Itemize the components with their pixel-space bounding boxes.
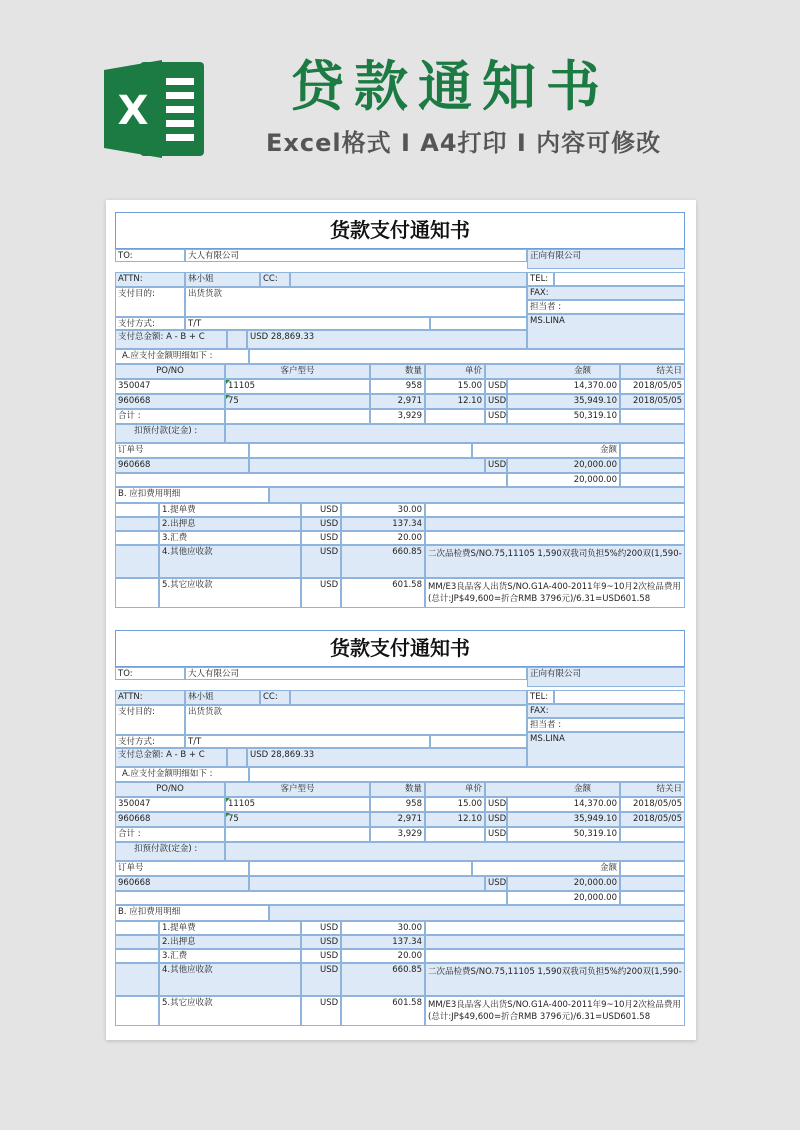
subtotal-date-blank [620, 409, 685, 424]
fee-index-blank [115, 963, 159, 996]
handler-value: MS.LINA [527, 314, 685, 349]
fee-name: 2.出押息 [159, 935, 301, 949]
subtotal-label: 合计 : [115, 409, 225, 424]
order-blank [249, 443, 472, 458]
row-price: 15.00 [425, 379, 485, 394]
fax-label [527, 286, 685, 300]
fee-currency: USD [301, 996, 341, 1026]
fee-index-blank [115, 921, 159, 935]
total-amount-value: 28,869.33 [270, 750, 315, 760]
fee-amount: 20.00 [341, 949, 425, 963]
prepaid-date2-blank [620, 876, 685, 891]
fee-currency: USD [301, 503, 341, 517]
tel-label: TEL: [527, 272, 554, 286]
prepaid-total-date-blank [620, 891, 685, 905]
fee-name: 3.汇费 [159, 949, 301, 963]
fee-note [425, 503, 685, 517]
fee-name: 1.提单费 [159, 503, 301, 517]
section-b-label: B. 应扣费用明细 [115, 487, 269, 503]
subtotal-price-blank [425, 827, 485, 842]
method-value: T/T [185, 317, 430, 330]
purpose-label: 支付目的: [115, 705, 185, 735]
col-amount: 金额 [485, 364, 620, 379]
prepaid-total: 20,000.00 [507, 891, 620, 905]
row-price: 12.10 [425, 812, 485, 827]
promo-title: 贷款通知书 [290, 55, 610, 118]
prepaid-amount-label: 金额 [472, 861, 620, 876]
to-value: 大人有限公司 [185, 249, 527, 262]
row-currency: USD [485, 379, 507, 394]
section-a-label: A.应支付金额明细如下 : [115, 767, 249, 782]
subtotal-amount: 50,319.10 [507, 827, 620, 842]
method-label: 支付方式: [115, 317, 185, 330]
row-currency: USD [485, 812, 507, 827]
fee-index-blank [115, 996, 159, 1026]
col-model: 客户型号 [225, 364, 370, 379]
total-amount-value: 28,869.33 [270, 332, 315, 342]
fee-note [425, 517, 685, 531]
total-blank [227, 748, 247, 767]
prepaid-order: 960668 [115, 458, 249, 473]
fee-amount: 660.85 [341, 545, 425, 578]
fee-currency: USD [301, 578, 341, 608]
row-date: 2018/05/05 [620, 812, 685, 827]
section-a-blank [249, 349, 685, 364]
col-price: 单价 [425, 364, 485, 379]
fee-index-blank [115, 517, 159, 531]
excel-logo-letter: X [117, 88, 149, 134]
section-b-label: B. 应扣费用明细 [115, 905, 269, 921]
row-currency: USD [485, 797, 507, 812]
row-qty: 2,971 [370, 394, 425, 409]
col-price: 单价 [425, 782, 485, 797]
handler-label: 担当者 : [527, 718, 685, 732]
fee-amount: 30.00 [341, 503, 425, 517]
total-amount [247, 330, 527, 349]
row-model: 11105 [225, 379, 370, 394]
purpose-label: 支付目的: [115, 287, 185, 317]
fee-amount: 30.00 [341, 921, 425, 935]
fee-note: MM/E3良品客人出货S/NO.G1A-400-2011年9~10月2次检品费用(总计:JP$49,600=折合RMB 3796元)/6.31=USD601.58 [425, 996, 685, 1026]
tel-label: TEL: [527, 690, 554, 704]
row-price: 15.00 [425, 797, 485, 812]
fee-amount: 601.58 [341, 996, 425, 1026]
fee-currency: USD [301, 517, 341, 531]
fee-note [425, 921, 685, 935]
fax-label-text: FAX: [530, 288, 549, 298]
method-label: 支付方式: [115, 735, 185, 748]
prepaid-amount: 20,000.00 [507, 458, 620, 473]
prepaid-total-date-blank [620, 473, 685, 487]
fee-name: 2.出押息 [159, 517, 301, 531]
prepaid-order: 960668 [115, 876, 249, 891]
fee-index-blank [115, 578, 159, 608]
row-amount: 14,370.00 [507, 797, 620, 812]
fee-index-blank [115, 531, 159, 545]
fee-name: 4.其他应收款 [159, 545, 301, 578]
fee-note: MM/E3良品客人出货S/NO.G1A-400-2011年9~10月2次检品费用(总计:JP$49,600=折合RMB 3796元)/6.31=USD601.58 [425, 578, 685, 608]
tel-value [554, 690, 685, 704]
section-b-blank [269, 905, 685, 921]
fee-name: 3.汇费 [159, 531, 301, 545]
handler-label: 担当者 : [527, 300, 685, 314]
subtotal-label: 合计 : [115, 827, 225, 842]
subtotal-amount: 50,319.10 [507, 409, 620, 424]
payment-notice-1 [115, 212, 685, 608]
prepaid-blank [225, 842, 685, 861]
subtotal-currency: USD [485, 827, 507, 842]
fee-currency: USD [301, 963, 341, 996]
handler-value: MS.LINA [527, 732, 685, 767]
prepaid-order-blank [249, 876, 485, 891]
row-date: 2018/05/05 [620, 797, 685, 812]
prepaid-total-blank [115, 891, 507, 905]
subtotal-currency: USD [485, 409, 507, 424]
row-model: 75 [225, 812, 370, 827]
prepaid-label: 扣预付款(定金) : [115, 842, 225, 861]
fee-currency: USD [301, 935, 341, 949]
subtotal-date-blank [620, 827, 685, 842]
fee-index-blank [115, 545, 159, 578]
section-b-blank [269, 487, 685, 503]
notice-title: 货款支付通知书 [115, 630, 685, 667]
col-model: 客户型号 [225, 782, 370, 797]
row-date: 2018/05/05 [620, 394, 685, 409]
prepaid-label: 扣预付款(定金) : [115, 424, 225, 443]
subtotal-blank [225, 827, 370, 842]
row-price: 12.10 [425, 394, 485, 409]
sender-company: 正向有限公司 [527, 667, 685, 687]
row-po: 350047 [115, 797, 225, 812]
section-a-label: A.应支付金额明细如下 : [115, 349, 249, 364]
promo-header [0, 0, 800, 200]
prepaid-total-blank [115, 473, 507, 487]
subtotal-qty: 3,929 [370, 827, 425, 842]
cc-label: CC: [260, 272, 290, 287]
row-currency: USD [485, 394, 507, 409]
total-amount [247, 748, 527, 767]
fee-index-blank [115, 935, 159, 949]
col-qty: 数量 [370, 782, 425, 797]
col-po: PO/NO [115, 782, 225, 797]
row-model: 75 [225, 394, 370, 409]
prepaid-date-blank [620, 861, 685, 876]
fee-name: 4.其他应收款 [159, 963, 301, 996]
row-amount: 14,370.00 [507, 379, 620, 394]
payment-notice-2 [115, 630, 685, 1026]
col-date: 结关日 [620, 364, 685, 379]
attn-value: 林小姐 [185, 272, 260, 287]
total-blank [227, 330, 247, 349]
row-qty: 958 [370, 379, 425, 394]
row-amount: 35,949.10 [507, 812, 620, 827]
prepaid-total: 20,000.00 [507, 473, 620, 487]
fee-amount: 601.58 [341, 578, 425, 608]
subtotal-blank [225, 409, 370, 424]
fee-note [425, 949, 685, 963]
cc-value [290, 690, 527, 705]
fee-note: 二次品检费S/NO.75,11105 1,590双我司负担5%约200双(1,590- [425, 545, 685, 578]
total-currency: USD [250, 750, 269, 760]
fee-name: 5.其它应收款 [159, 578, 301, 608]
row-qty: 958 [370, 797, 425, 812]
prepaid-date2-blank [620, 458, 685, 473]
fee-name: 1.提单费 [159, 921, 301, 935]
fee-index-blank [115, 503, 159, 517]
row-po: 960668 [115, 394, 225, 409]
fee-currency: USD [301, 949, 341, 963]
prepaid-order-blank [249, 458, 485, 473]
col-date: 结关日 [620, 782, 685, 797]
to-label: TO: [115, 667, 185, 680]
fee-amount: 660.85 [341, 963, 425, 996]
fee-index-blank [115, 949, 159, 963]
prepaid-blank [225, 424, 685, 443]
fee-amount: 137.34 [341, 517, 425, 531]
col-qty: 数量 [370, 364, 425, 379]
prepaid-currency: USD [485, 876, 507, 891]
fee-note [425, 531, 685, 545]
fee-currency: USD [301, 531, 341, 545]
attn-label: ATTN: [115, 690, 185, 705]
row-qty: 2,971 [370, 812, 425, 827]
col-amount: 金额 [485, 782, 620, 797]
prepaid-amount: 20,000.00 [507, 876, 620, 891]
row-date: 2018/05/05 [620, 379, 685, 394]
order-no-label: 订单号 [115, 443, 249, 458]
subtotal-qty: 3,929 [370, 409, 425, 424]
fee-note: 二次品检费S/NO.75,11105 1,590双我司负担5%约200双(1,590- [425, 963, 685, 996]
fee-name: 5.其它应收款 [159, 996, 301, 1026]
fax-label [527, 704, 685, 718]
cc-label: CC: [260, 690, 290, 705]
to-value: 大人有限公司 [185, 667, 527, 680]
method-blank [430, 317, 527, 330]
order-no-label: 订单号 [115, 861, 249, 876]
promo-subtitle: Excel格式 I A4打印 I 内容可修改 [266, 129, 662, 157]
sender-company: 正向有限公司 [527, 249, 685, 269]
method-blank [430, 735, 527, 748]
prepaid-date-blank [620, 443, 685, 458]
fee-currency: USD [301, 545, 341, 578]
attn-label: ATTN: [115, 272, 185, 287]
fee-amount: 20.00 [341, 531, 425, 545]
attn-value: 林小姐 [185, 690, 260, 705]
fee-note [425, 935, 685, 949]
to-label: TO: [115, 249, 185, 262]
excel-icon [100, 54, 212, 164]
purpose-value: 出货货款 [185, 705, 527, 735]
order-blank [249, 861, 472, 876]
subtotal-price-blank [425, 409, 485, 424]
total-currency: USD [250, 332, 269, 342]
purpose-value: 出货货款 [185, 287, 527, 317]
prepaid-amount-label: 金额 [472, 443, 620, 458]
row-po: 350047 [115, 379, 225, 394]
fee-currency: USD [301, 921, 341, 935]
prepaid-currency: USD [485, 458, 507, 473]
method-value: T/T [185, 735, 430, 748]
total-label: 支付总金额: A - B + C [115, 748, 227, 767]
col-po: PO/NO [115, 364, 225, 379]
cc-value [290, 272, 527, 287]
row-model: 11105 [225, 797, 370, 812]
row-po: 960668 [115, 812, 225, 827]
fax-label-text: FAX: [530, 706, 549, 716]
section-a-blank [249, 767, 685, 782]
notice-title: 货款支付通知书 [115, 212, 685, 249]
tel-value [554, 272, 685, 286]
fee-amount: 137.34 [341, 935, 425, 949]
row-amount: 35,949.10 [507, 394, 620, 409]
total-label: 支付总金额: A - B + C [115, 330, 227, 349]
